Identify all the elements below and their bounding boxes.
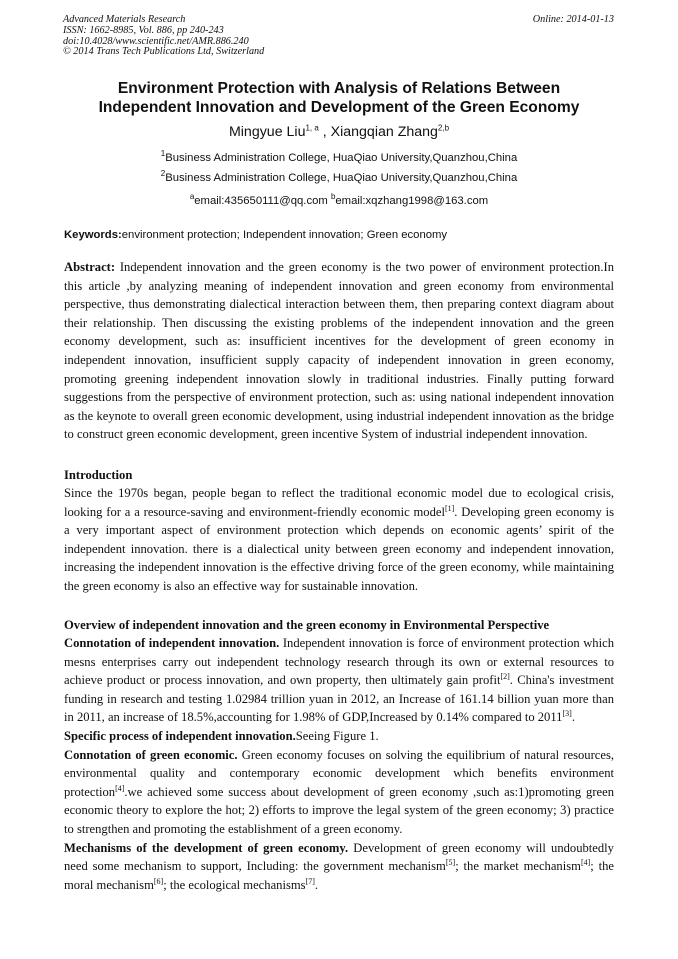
innovation-label: Connotation of independent innovation. [64,636,280,650]
email-line [0,192,678,208]
affiliation-2-text: Business Administration College, HuaQiao University,Quanzhou,China [165,172,518,184]
email-b[interactable]: email:xqzhang1998@163.com [335,195,489,207]
citation-2[interactable]: [2] [500,672,510,681]
author-separator: , [318,124,331,140]
email-a[interactable]: email:435650111@qq.com [194,195,328,207]
journal-name: Advanced Materials Research [63,14,186,25]
journal-header [63,15,264,58]
affiliation-1-text: Business Administration College, HuaQiao University,Quanzhou,China [165,152,518,164]
keywords-label: Keywords: [64,229,122,241]
author-1: Mingyue Liu [228,124,306,140]
process-text: Seeing Figure 1. [295,728,379,743]
process-label: Specific process of independent innovation. [64,728,296,743]
paragraph-innovation [64,634,614,727]
author-2-sup: 2,b [437,123,450,133]
abstract-label: Abstract: [64,260,116,274]
citation-7[interactable]: [7] [305,876,315,886]
mechanisms-text-1: Development of green economy will undoubtedly need some mechanism to support, Including: the government mechanism [64,840,614,874]
mechanisms-text-2: ; the market mechanism [455,859,581,874]
citation-1[interactable]: [1] [444,503,455,513]
email-b-sup: b [330,192,336,202]
mechanisms-text-5: . [314,877,319,892]
overview-heading: Overview of independent innovation and the green economy in Environmental Perspective [64,618,550,632]
author-2: Xiangqian Zhang [330,124,438,140]
overview-section [64,634,614,894]
abstract [64,258,614,444]
green-economic-text-2: .we achieved some success about development of green economy ,such as:1)promoting green economic theory to explore the hot; 2) efforts to improve the legal system of the green economy; 3) practice to strengthen and promoting the establishment of a green economy. [64,784,614,836]
mechanisms-text-4: ; the ecological mechanisms [163,877,306,892]
affiliation-2-sup: 2 [160,169,166,179]
innovation-text-3: . [571,710,575,725]
paragraph-green-economic [64,746,614,839]
copyright-line: © 2014 Trans Tech Publications Ltd, Switzerland [63,46,265,58]
title-line-2: Independent Innovation and Development of the Green Economy [98,99,580,116]
citation-4b[interactable]: [4] [580,857,591,867]
keywords-text: environment protection; Independent innovation; Green economy [121,229,448,241]
affiliation-1-sup: 1 [160,149,166,159]
abstract-text: Independent innovation and the green economy is the two power of environment protection.In this article ,by analyzing meaning of independent innovation and green economy from environmental perspective, thus demonstrating dialectical interaction between them, then preparing context diagram about their relationship. Then discussing the existing problems of the independent innovation and the green economy development, such as: insufficient incentives for the development of green economy in independent innovation, insufficient supply capacity of independent innovation in green economy, promoting greening independent innovation slowly in traditional industries. Finally putting forward suggestions from the perspective of environment protection, such as: using national independent innovation as the keynote to overall green economic development, using industrial independent innovation as the bridge to construct green economic development, green incentive System of industrial independent innovation. [64,260,614,442]
affiliation-2 [0,169,678,185]
issn-line: ISSN: 1662-8985, Vol. 886, pp 240-243 [63,24,224,36]
title-line-1: Environment Protection with Analysis of Relations Between [117,80,561,97]
intro-text-2: . Developing green economy is a very important aspect of environment protection which depends on economic agents’ spirit of the independent innovation. there is a dialectical unity between green economy and independent innovation, increasing the independent innovation is the effective driving force of the green economy, while maintaining the green economy is also an effective way for sustainable innovation. [64,504,614,593]
email-a-sup: a [189,192,195,202]
green-economic-label: Connotation of green economic. [64,747,238,762]
keywords [64,228,447,242]
online-date: Online: 2014-01-13 [532,14,614,25]
doi-link[interactable]: doi:10.4028/www.scientific.net/AMR.886.240 [63,35,249,47]
innovation-text-2: . China's investment funding in research and testing 1.02984 trillion yuan in 2012, an Increase of 161.14 billion yuan more than in 2011, an increase of 18.5%,accounting for 1.98% of GDP,Increased by 0.14% compared to 2011 [64,673,614,725]
green-economic-text-1: Green economy focuses on solving the equilibrium of natural resources, environmental quality and contemporary economic development which benefits environment protection [64,747,615,799]
introduction-paragraph [64,484,614,596]
citation-4[interactable]: [4] [115,783,125,793]
mechanisms-label: Mechanisms of the development of green economy. [64,840,349,855]
paper-title [0,79,678,117]
paragraph-process [64,727,614,746]
citation-5[interactable]: [5] [445,857,456,867]
mechanisms-text-3: ; the moral mechanism [64,859,614,892]
author-1-sup: 1, a [305,123,319,133]
paragraph-mechanisms [64,839,614,895]
introduction-heading: Introduction [64,468,133,482]
citation-6[interactable]: [6] [153,876,164,886]
intro-text-1: Since the 1970s began, people began to reflect the traditional economic model due to ecological crisis, looking for a a resource-saving and environment-friendly economic model [64,486,614,519]
author-list [0,123,678,141]
affiliation-1 [0,149,678,165]
citation-3[interactable]: [3] [562,709,572,719]
innovation-text-1: Independent innovation is force of environment protection which mesns enterprises carry out independent technology research through its own or external resources to achieve product or process innovation, and own property, then ultimately gain profit [64,636,614,688]
